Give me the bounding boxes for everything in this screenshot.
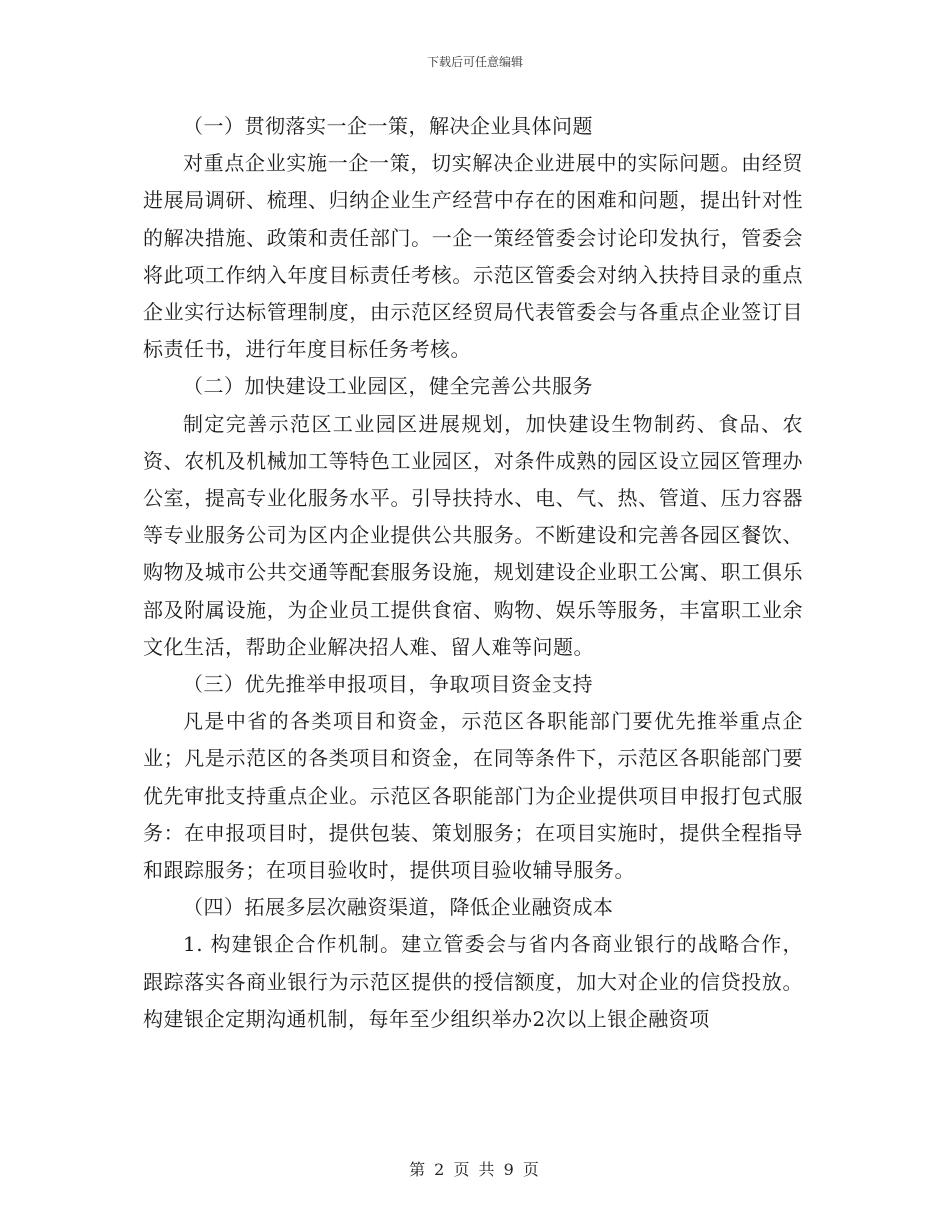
- body-paragraph-2: 制定完善示范区工业园区进展规划，加快建设生物制药、食品、农资、农机及机械加工等特色工业园区，对条件成熟的园区设立园区管理办公室，提高专业化服务水平。引导扶持水、电、气、热、管道、压力容器等专业服务公司为区内企业提供公共服务。不断建设和完善各园区餐饮、购物及城市公共交通等配套服务设施，规划建设企业职工公寓、职工俱乐部及附属设施，为企业员工提供食宿、购物、娱乐等服务，丰富职工业余文化生活，帮助企业解决招人难、留人难等问题。: [143, 411, 803, 659]
- body-paragraph-4: 1. 构建银企合作机制。建立管委会与省内各商业银行的战略合作，跟踪落实各商业银行为示范区提供的授信额度，加大对企业的信贷投放。构建银企定期沟通机制，每年至少组织举办2次以上银企融资项: [143, 932, 803, 1031]
- page-header: 下载后可任意编辑: [426, 55, 523, 69]
- section-heading-3: （三）优先推举申报项目，争取项目资金支持: [183, 672, 593, 697]
- document-body: [143, 108, 803, 1038]
- body-paragraph-1: 对重点企业实施一企一策，切实解决企业进展中的实际问题。由经贸进展局调研、梳理、归纳企业生产经营中存在的困难和问题，提出针对性的解决措施、政策和责任部门。一企一策经管委会讨论印发执行，管委会将此项工作纳入年度目标责任考核。示范区管委会对纳入扶持目录的重点企业实行达标管理制度，由示范区经贸局代表管委会与各重点企业签订目标责任书，进行年度目标任务考核。: [143, 151, 803, 362]
- section-heading-2: （二）加快建设工业园区，健全完善公共服务: [183, 374, 593, 399]
- section-heading-1: （一）贯彻落实一企一策，解决企业具体问题: [183, 114, 593, 138]
- section-heading-4: （四）拓展多层次融资渠道，降低企业融资成本: [183, 895, 614, 920]
- body-paragraph-3: 凡是中省的各类项目和资金，示范区各职能部门要优先推举重点企业；凡是示范区的各类项目和资金，在同等条件下，示范区各职能部门要优先审批支持重点企业。示范区各职能部门为企业提供项目申报打包式服务：在申报项目时，提供包装、策划服务；在项目实施时，提供全程指导和跟踪服务；在项目验收时，提供项目验收辅导服务。: [143, 709, 803, 883]
- page-number: 第 2 页 共 9 页: [409, 1160, 541, 1179]
